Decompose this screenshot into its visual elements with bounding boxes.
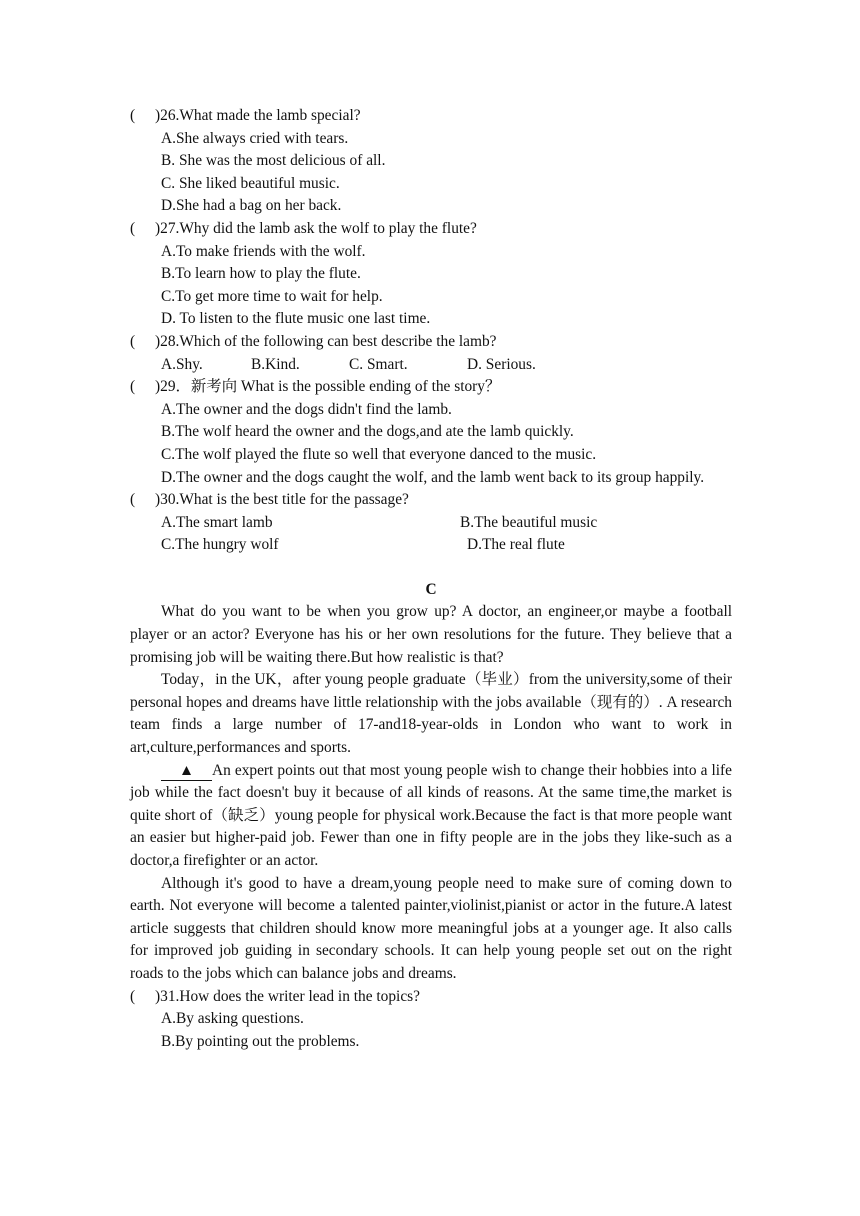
option-b: B.To learn how to play the flute. bbox=[161, 265, 361, 283]
answer-bracket: ( bbox=[130, 987, 136, 1005]
option-c: C. She liked beautiful music. bbox=[161, 174, 340, 192]
option-c: C.The wolf played the flute so well that everyone danced to the music. bbox=[161, 445, 597, 463]
question-stem: )27.Why did the lamb ask the wolf to play the flute? bbox=[155, 219, 477, 237]
passage-paragraph: Today，in the UK，after young people graduate（毕业）from the university,some of their personal hopes and dreams have little relationship with the jobs available（现有的）. A research team finds a large number of 17-and18-year-olds in London who want to work in art,culture,performances and sports. bbox=[130, 671, 732, 757]
option-a: A.The owner and the dogs didn't find the lamb. bbox=[161, 400, 452, 418]
document-content bbox=[130, 105, 732, 1053]
question-30 bbox=[130, 489, 732, 512]
passage-paragraph: Although it's good to have a dream,young people need to make sure of coming down to earth. Not everyone will become a talented painter,violinist,pianist or actor in the future.A latest article suggests that children should know more meaningful jobs at a younger age. It also calls for improved job guiding in secondary schools. It can help young people set out on the right roads to the jobs which can balance jobs and dreams. bbox=[130, 874, 732, 982]
question-stem: )30.What is the best title for the passage? bbox=[155, 491, 409, 509]
option-a: A.To make friends with the wolf. bbox=[161, 242, 366, 260]
option-c: C.The hungry wolf bbox=[161, 536, 279, 554]
option-b: B.The beautiful music bbox=[460, 513, 598, 531]
option-d: D. Serious. bbox=[467, 355, 536, 373]
question-stem: )29．新考向 What is the possible ending of the story？ bbox=[155, 378, 501, 396]
option-c: C. Smart. bbox=[349, 355, 408, 373]
option-b: B. She was the most delicious of all. bbox=[161, 152, 386, 170]
option-a: A.The smart lamb bbox=[161, 513, 273, 531]
options-row bbox=[130, 534, 732, 557]
question-27 bbox=[130, 218, 732, 241]
question-28 bbox=[130, 331, 732, 354]
option-d: D.The owner and the dogs caught the wolf, and the lamb went back to its group happily. bbox=[161, 468, 705, 486]
option-a: A.By asking questions. bbox=[161, 1010, 304, 1028]
fill-blank-marker: ▲ bbox=[161, 762, 212, 781]
answer-bracket: ( bbox=[130, 219, 136, 237]
answer-bracket: ( bbox=[130, 491, 136, 509]
question-31 bbox=[130, 986, 732, 1009]
option-b: B.The wolf heard the owner and the dogs,and ate the lamb quickly. bbox=[161, 423, 574, 441]
option-b: B.By pointing out the problems. bbox=[161, 1032, 360, 1050]
options-row bbox=[130, 512, 732, 535]
option-a: A.She always cried with tears. bbox=[161, 129, 349, 147]
section-heading: C bbox=[425, 580, 437, 598]
option-d: D.The real flute bbox=[467, 536, 565, 554]
question-stem: )31.How does the writer lead in the topics? bbox=[155, 987, 420, 1005]
passage-paragraph: What do you want to be when you grow up? A doctor, an engineer,or maybe a football player or an actor? Everyone has his or her own resolutions for the future. They believe that a promising job will be waiting there.But how realistic is that? bbox=[130, 603, 732, 666]
passage-paragraph bbox=[130, 760, 732, 873]
option-a: A.Shy. bbox=[161, 355, 203, 373]
question-stem: )28.Which of the following can best describe the lamb? bbox=[155, 332, 497, 350]
option-d: D. To listen to the flute music one last time. bbox=[161, 310, 431, 328]
answer-bracket: ( bbox=[130, 332, 136, 350]
answer-bracket: ( bbox=[130, 378, 136, 396]
options-row bbox=[130, 354, 732, 377]
option-d: D.She had a bag on her back. bbox=[161, 197, 342, 215]
paragraph-text: An expert points out that most young people wish to change their hobbies into a life job while the fact doesn't buy it because of all kinds of reasons. At the same time,the market is quite short of（缺乏）young people for physical work.Because the fact is that more people want an easier but higher-paid job. Fewer than one in fifty people are in the jobs they like-such as a doctor,a firefighter or an actor. bbox=[130, 761, 732, 869]
question-29 bbox=[130, 376, 732, 399]
option-b: B.Kind. bbox=[251, 355, 300, 373]
option-c: C.To get more time to wait for help. bbox=[161, 287, 383, 305]
answer-bracket: ( bbox=[130, 107, 136, 124]
question-26 bbox=[130, 105, 732, 128]
question-stem: )26.What made the lamb special? bbox=[155, 107, 361, 124]
